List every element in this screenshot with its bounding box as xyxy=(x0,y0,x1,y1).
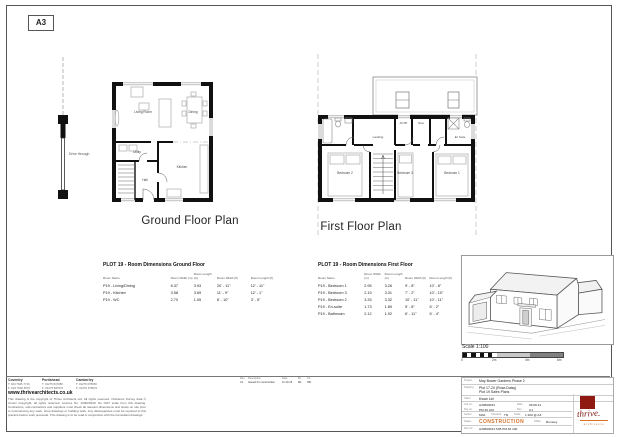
table-cell: 9' - 8" xyxy=(405,284,415,289)
table-cell: P19 - Bedroom 2 xyxy=(318,297,347,302)
table-cell: C1 xyxy=(240,381,244,384)
table-cell: 1.05 xyxy=(193,297,202,302)
table-cell: 3.93 xyxy=(193,284,202,289)
checker-value: TN xyxy=(504,412,509,417)
office-camberley: Camberley T: 01276 678050 F: 01276 678070 xyxy=(76,378,98,390)
office-portishead: Portishead T: 01275 847080 F: 01275 847070 xyxy=(42,378,64,390)
table-cell: 11.10.16 xyxy=(282,381,293,384)
table-cell: P19 - En-suite xyxy=(318,304,343,309)
client-label: Client xyxy=(464,396,471,400)
table-header-cell: Ch xyxy=(307,377,311,380)
doc-ref-value: A20890034 TAB PM 46 100 xyxy=(479,426,518,431)
room-label-living: Living Room xyxy=(134,110,152,114)
drawing-name-1: Plot 17-20 (Rose-Daisy) xyxy=(479,385,517,390)
ground-floor-plan xyxy=(55,55,240,207)
job-no-label: Job no. xyxy=(464,402,473,406)
table-cell: 7' - 2" xyxy=(405,291,415,296)
table-cell: 1.89 xyxy=(384,304,393,309)
office-value: Romsey xyxy=(546,419,558,424)
office-contacts xyxy=(8,378,105,390)
table-cell: NB xyxy=(307,381,311,384)
room-label-dining: Dining xyxy=(188,110,198,114)
table-row xyxy=(318,283,454,290)
table-cell: 11' - 9" xyxy=(216,291,229,296)
table-cell: 10' - 11" xyxy=(429,297,444,302)
site-boundary-wall xyxy=(58,57,68,199)
table-cell: 3.26 xyxy=(384,284,393,289)
ground-dimensions-table xyxy=(103,262,281,303)
rev-value: C1 xyxy=(529,407,533,412)
scale-tick-4m: 4m xyxy=(525,358,530,362)
table-cell: P19 - WC xyxy=(103,297,120,302)
table-header-cell: Room Width (m) xyxy=(170,276,193,280)
front-door-opening xyxy=(143,198,154,203)
status-label: Status xyxy=(464,420,472,424)
table-cell: 6.37 xyxy=(170,284,179,289)
logo-wordmark: thrive. xyxy=(576,407,601,419)
table-cell: P19 - Bedroom 3 xyxy=(318,291,347,296)
copyright-disclaimer: This drawing is the copyright of Thrive Architects Ltd. All rights reserved. Ordnance Survey data © Crown Copyright, all rights reserved. Licence No. 100020449. Do NOT scale from this drawing. Contractors, sub-contractors and suppliers must check all relevant dimensions and levels on site prior to commencing any work, shop drawings or building work. Any discrepancies must be reported to this practice before work proceeds. This drawing is to be read in conjunction with the Consultant drawings. xyxy=(8,397,146,417)
table-row xyxy=(103,290,281,297)
table-cell: 10' - 8" xyxy=(429,284,442,289)
table-row xyxy=(318,303,454,310)
table-cell: 20' - 11" xyxy=(216,284,231,289)
table-cell: 10' - 11" xyxy=(405,297,419,302)
table-cell: ML xyxy=(298,381,302,384)
table-header-cell: Date xyxy=(282,377,288,380)
table-cell: 3.31 xyxy=(384,291,393,296)
drawing-name-2: Plot 19 Sales Plans xyxy=(479,389,510,394)
table-header-cell: Description xyxy=(248,377,261,380)
room-label-bedroom3: Bedroom 3 xyxy=(397,171,413,175)
table-cell: 3' - 5" xyxy=(250,297,261,302)
table-cell: 6' - 2" xyxy=(429,304,440,309)
job-no: A20890034 xyxy=(479,402,495,407)
table-cell: 2.70 xyxy=(170,297,179,302)
table-cell: 5' - 8" xyxy=(405,304,415,309)
room-label-store: Store xyxy=(418,122,424,125)
doc-ref-label: Doc ref xyxy=(464,426,473,430)
office-label: Office xyxy=(534,420,541,424)
room-label-bedroom1: Bedroom 1 xyxy=(444,171,460,175)
drg-no: PM 46 100 xyxy=(479,407,494,412)
first-floor-plan-title: First Floor Plan xyxy=(320,221,402,233)
table-row xyxy=(240,381,314,384)
table-header-cell: Rev xyxy=(240,377,245,380)
author-label: Author xyxy=(464,412,472,416)
table-header-cell: Room Width (ft) xyxy=(405,276,427,280)
website-link[interactable]: www.thrivearchitects.co.uk xyxy=(8,390,73,396)
table-header-cell: By xyxy=(298,377,302,380)
thrive-logo xyxy=(573,394,613,433)
room-label-landing: Landing xyxy=(372,135,384,139)
room-label-utility: Utility xyxy=(133,150,141,154)
room-label-hall: Hall xyxy=(142,178,148,182)
canopy-roof-below xyxy=(373,77,477,115)
table-header-cell: Room Width (ft) xyxy=(216,276,238,280)
scale-tick-2m: 2m xyxy=(492,358,497,362)
date-label: Date xyxy=(517,402,523,406)
table-cell: 12' - 1" xyxy=(250,291,263,296)
table-row xyxy=(103,297,281,304)
logo-tagline: architects xyxy=(580,420,608,426)
table-cell: P19 - Bathroom xyxy=(318,311,345,316)
table-header-cell: Room Length (ft) xyxy=(250,276,274,280)
logo-square-icon xyxy=(580,396,595,409)
table-cell: 8' - 10" xyxy=(216,297,229,302)
table-header-cell: Room Length (m) xyxy=(193,272,212,280)
scale-tick-6m: 6m xyxy=(557,358,562,362)
table-cell: Issued for construction xyxy=(248,381,276,384)
table-row xyxy=(103,283,281,290)
table-cell: 1.73 xyxy=(364,304,372,309)
table-title: PLOT 19 - Room Dimensions Ground Floor xyxy=(103,262,205,268)
scale-field-label: Scale xyxy=(514,412,521,416)
checker-label: Checked xyxy=(491,412,502,416)
status-value: CONSTRUCTION xyxy=(479,418,525,425)
table-header-row xyxy=(318,272,454,283)
table-header-cell: Room Name xyxy=(103,276,120,280)
table-header-cell: Room Length (ft) xyxy=(429,276,452,280)
table-cell: 2.12 xyxy=(364,311,372,316)
table-cell: P19 - Kitchen xyxy=(103,291,126,296)
drg-no-label: Drg no. xyxy=(464,407,473,411)
room-label-kitchen: Kitchen xyxy=(176,165,188,169)
drive-through-label: Drive through xyxy=(69,152,90,156)
first-exterior-walls xyxy=(318,115,476,203)
room-label-bedroom2: Bedroom 2 xyxy=(337,171,353,175)
first-floor-plan xyxy=(308,50,488,240)
table-header-cell: Room Length (m) xyxy=(384,272,403,280)
title-block xyxy=(461,377,614,434)
table-cell: 3.32 xyxy=(384,297,393,302)
project-name: May Bower Gardens Phase 2 xyxy=(479,378,525,383)
scale-tick-0: 0 xyxy=(461,358,463,362)
drawing-label: Drawing xyxy=(464,385,474,389)
table-cell: 3.58 xyxy=(170,291,179,296)
table-header-row xyxy=(103,272,281,283)
scale-label: Scale 1:100 xyxy=(462,344,489,350)
table-row xyxy=(318,310,454,317)
client-name: Kwan Ltd xyxy=(479,396,494,401)
scale-field-value: 1:100 @ A3 xyxy=(525,412,542,417)
house-sketch xyxy=(462,256,611,342)
table-cell: 1.92 xyxy=(384,311,393,316)
table-cell: 2.19 xyxy=(364,291,372,296)
table-title: PLOT 19 - Room Dimensions First Floor xyxy=(318,262,413,268)
room-label-achp: AC/HP xyxy=(399,122,408,125)
table-header-cell: Room Width (m) xyxy=(364,272,381,280)
room-label-ensuite: En Suite xyxy=(454,135,466,139)
ground-floor-plan-title: Ground Floor Plan xyxy=(141,215,239,227)
project-label: Project xyxy=(464,378,473,382)
house-3d-view xyxy=(461,255,614,345)
rev-label: Rev xyxy=(517,407,522,411)
table-cell: 3.69 xyxy=(193,291,202,296)
date-value: 09.08.21 xyxy=(529,402,542,407)
table-cell: 3.33 xyxy=(364,297,372,302)
office-coventry: Coventry T: 024 7646 7716 F: 024 7646 5076 xyxy=(8,378,30,390)
table-cell: P19 - Living/Dining xyxy=(103,284,135,289)
table-cell: 12' - 11" xyxy=(250,284,265,289)
sheet-size-badge: A3 xyxy=(28,15,54,31)
table-cell: 2.95 xyxy=(364,284,372,289)
author-value: MAF xyxy=(479,412,486,417)
table-row xyxy=(318,297,454,304)
first-dimensions-table xyxy=(318,262,454,317)
table-row xyxy=(318,290,454,297)
revision-table xyxy=(240,377,314,384)
table-cell: P19 - Bedroom 1 xyxy=(318,284,347,289)
table-cell: 6' - 4" xyxy=(429,311,440,316)
table-cell: 6' - 11" xyxy=(405,311,417,316)
table-cell: 10' - 10" xyxy=(429,291,444,296)
scale-bar xyxy=(462,352,564,358)
table-header-cell: Room Name xyxy=(318,276,335,280)
